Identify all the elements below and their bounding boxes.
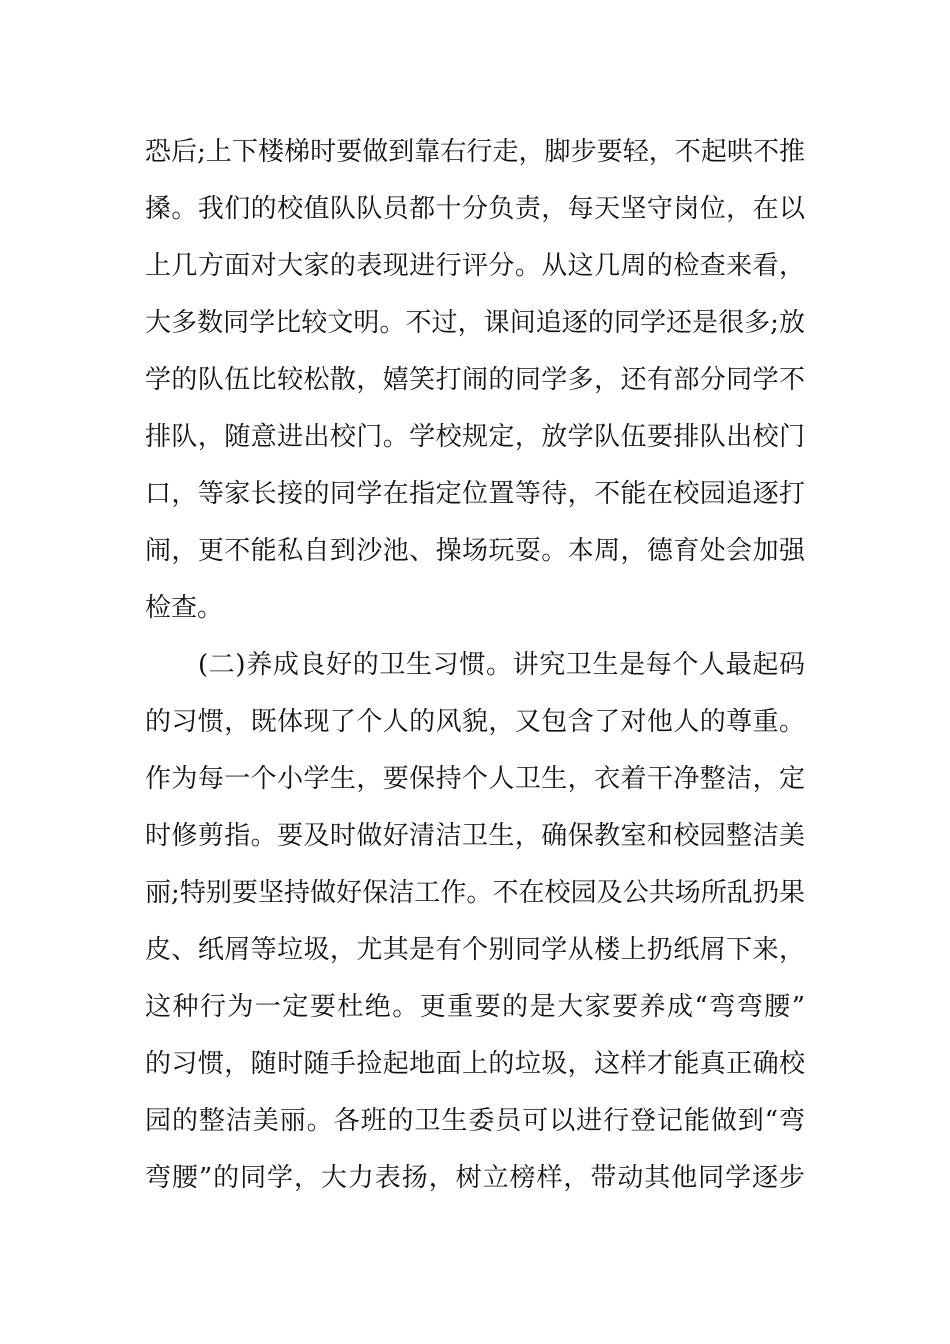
text-line: 弯腰”的同学，大力表扬，树立榜样，带动其他同学逐步 [145, 1163, 805, 1193]
text-line: 的习惯，既体现了个人的风貌，又包含了对他人的尊重。 [145, 707, 805, 737]
text-line: 闹，更不能私自到沙池、操场玩耍。本周，德育处会加强 [145, 536, 805, 566]
text-line: 大多数同学比较文明。不过，课间追逐的同学还是很多;放 [145, 308, 805, 338]
text-line: 皮、纸屑等垃圾，尤其是有个别同学从楼上扔纸屑下来， [145, 935, 805, 965]
text-line: 园的整洁美丽。各班的卫生委员可以进行登记能做到“弯 [145, 1106, 805, 1136]
text-line: 作为每一个小学生，要保持个人卫生，衣着干净整洁，定 [145, 764, 805, 794]
text-line: 口，等家长接的同学在指定位置等待，不能在校园追逐打 [145, 479, 805, 509]
text-line: 搡。我们的校值队队员都十分负责，每天坚守岗位，在以 [145, 194, 805, 224]
text-line: 丽;特别要坚持做好保洁工作。不在校园及公共场所乱扔果 [145, 878, 805, 908]
text-line: 的习惯，随时随手捡起地面上的垃圾，这样才能真正确校 [145, 1049, 805, 1079]
text-line: 这种行为一定要杜绝。更重要的是大家要养成“弯弯腰” [145, 992, 805, 1022]
paragraph-heading-line: (二)养成良好的卫生习惯。讲究卫生是每个人最起码 [198, 650, 805, 680]
text-line: 恐后;上下楼梯时要做到靠右行走，脚步要轻，不起哄不推 [145, 137, 805, 167]
text-line: 学的队伍比较松散，嬉笑打闹的同学多，还有部分同学不 [145, 365, 805, 395]
text-line: 检查。 [145, 593, 224, 623]
text-line: 时修剪指。要及时做好清洁卫生，确保教室和校园整洁美 [145, 821, 805, 851]
text-line: 上几方面对大家的表现进行评分。从这几周的检查来看， [145, 251, 805, 281]
text-line: 排队，随意进出校门。学校规定，放学队伍要排队出校门 [145, 422, 805, 452]
